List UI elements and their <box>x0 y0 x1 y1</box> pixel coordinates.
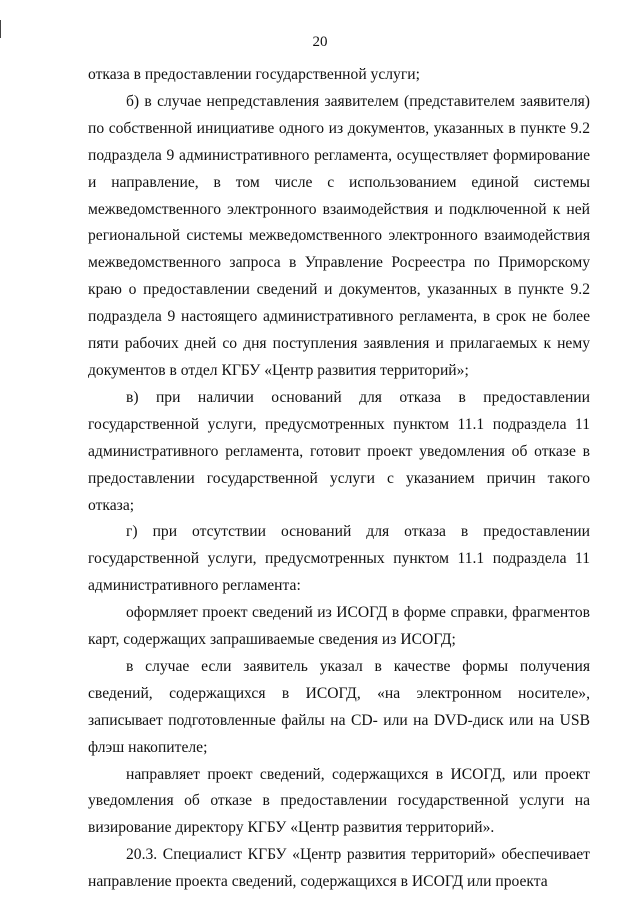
paragraph: оформляет проект сведений из ИСОГД в форме справки, фрагментов карт, содержащих запрашиваемые сведения из ИСОГД; <box>88 604 590 649</box>
paragraph: отказа в предоставлении государственной услуги; <box>88 66 420 83</box>
paragraph: г) при отсутствии оснований для отказа в предоставлении государственной услуги, предусмотренных пунктом 11.1 подраздела 11 административного регламента: <box>88 523 590 595</box>
document-body <box>88 62 590 896</box>
paragraph: направляет проект сведений, содержащихся в ИСОГД, или проект уведомления об отказе в предоставлении государственной услуги на визирование директору КГБУ «Центр развития территорий». <box>88 765 590 837</box>
page-number: 20 <box>312 34 328 50</box>
paragraph: 20.3. Специалист КГБУ «Центр развития территорий» обеспечивает направление проекта сведений, содержащихся в ИСОГД или проекта <box>88 846 590 891</box>
paragraph: в) при наличии оснований для отказа в предоставлении государственной услуги, предусмотренных пунктом 11.1 подраздела 11 административного регламента, готовит проект уведомления об отказе в предоставлении государственной услуги с указанием причин такого отказа; <box>88 388 590 514</box>
paragraph: в случае если заявитель указал в качестве формы получения сведений, содержащихся в ИСОГД, «на электронном носителе», записывает подготовленные файлы на CD- или на DVD-диск или на USB флэш накопителе; <box>88 657 590 756</box>
paragraph: б) в случае непредставления заявителем (представителем заявителя) по собственной инициативе одного из документов, указанных в пункте 9.2 подраздела 9 административного регламента, осуществляет формирование и направление, в том числе с использованием единой системы межведомственного электронного взаимодействия и подключенной к ней региональной системы межведомственного электронного взаимодействия межведомственного запроса в Управление Росреестра по Приморскому краю о предоставлении сведений и документов, указанных в пункте 9.2 подраздела 9 настоящего административного регламента, в срок не более пяти рабочих дней со дня поступления заявления и прилагаемых к нему документов в отдел КГБУ «Центр развития территорий»; <box>88 92 590 379</box>
